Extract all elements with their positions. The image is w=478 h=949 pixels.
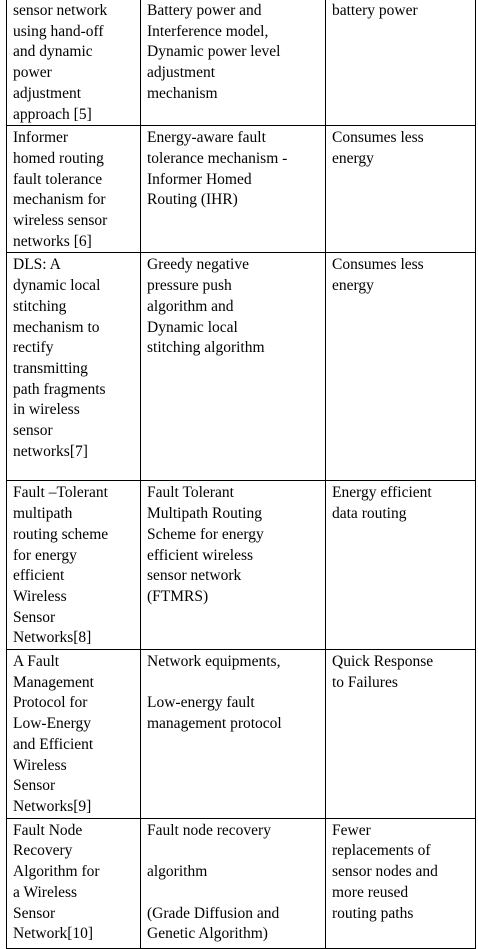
benefit-cell: Consumes less energy — [326, 126, 476, 253]
technique-cell: Energy-aware fault tolerance mechanism - Informer Homed Routing (IHR) — [141, 126, 326, 253]
table-row — [7, 818, 476, 948]
benefit-cell: Quick Response to Failures — [326, 650, 476, 819]
benefit-cell: Energy efficient data routing — [326, 481, 476, 650]
paper-title-cell: A Fault Management Protocol for Low-Energy and Efficient Wireless Sensor Networks[9] — [7, 650, 141, 819]
technique-cell: Network equipments, Low-energy fault management protocol — [141, 650, 326, 819]
table-row — [7, 481, 476, 650]
technique-cell: Fault node recovery algorithm (Grade Diffusion and Genetic Algorithm) — [141, 818, 326, 948]
benefit-cell: battery power — [326, 0, 476, 126]
technique-cell: Battery power and Interference model, Dynamic power level adjustment mechanism — [141, 0, 326, 126]
benefit-cell: Consumes less energy — [326, 253, 476, 481]
table-row — [7, 126, 476, 253]
comparison-table — [6, 0, 476, 949]
benefit-cell: Fewer replacements of sensor nodes and more reused routing paths — [326, 818, 476, 948]
table-row — [7, 253, 476, 481]
table-row — [7, 650, 476, 819]
technique-cell: Fault Tolerant Multipath Routing Scheme for energy efficient wireless sensor network (FTMRS) — [141, 481, 326, 650]
paper-title-cell: Fault –Tolerant multipath routing scheme for energy efficient Wireless Sensor Networks[8] — [7, 481, 141, 650]
technique-cell: Greedy negative pressure push algorithm and Dynamic local stitching algorithm — [141, 253, 326, 481]
paper-title-cell: Informer homed routing fault tolerance mechanism for wireless sensor networks [6] — [7, 126, 141, 253]
paper-title-cell: sensor network using hand-off and dynamic power adjustment approach [5] — [7, 0, 141, 126]
table-row — [7, 0, 476, 126]
paper-title-cell: DLS: A dynamic local stitching mechanism to rectify transmitting path fragments in wireless sensor networks[7] — [7, 253, 141, 481]
paper-title-cell: Fault Node Recovery Algorithm for a Wireless Sensor Network[10] — [7, 818, 141, 948]
table-body — [7, 0, 476, 948]
